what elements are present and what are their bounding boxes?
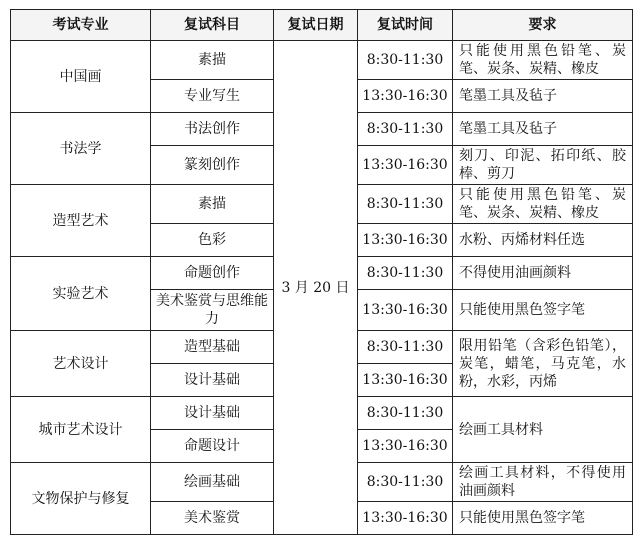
requirement-cell: 限用铅笔（含彩色铅笔），炭笔，蜡笔，马克笔，水粉，水彩，丙烯 bbox=[453, 331, 633, 397]
subject-cell: 绘画基础 bbox=[151, 463, 274, 502]
subject-cell: 美术鉴赏与思维能力 bbox=[151, 290, 274, 331]
requirement-cell: 只能使用黑色签字笔 bbox=[453, 502, 633, 535]
requirement-cell: 笔墨工具及毡子 bbox=[453, 113, 633, 146]
requirement-cell: 只能使用黑色签字笔 bbox=[453, 290, 633, 331]
requirement-cell: 刻刀、印泥、拓印纸、胶棒、剪刀 bbox=[453, 146, 633, 185]
subject-cell: 设计基础 bbox=[151, 397, 274, 430]
requirement-cell: 只能使用黑色铅笔、炭笔、炭条、炭精、橡皮 bbox=[453, 185, 633, 224]
time-cell: 13:30-16:30 bbox=[358, 290, 453, 331]
subject-cell: 篆刻创作 bbox=[151, 146, 274, 185]
time-cell: 8:30-11:30 bbox=[358, 41, 453, 80]
requirement-cell: 绘画工具材料，不得使用油画颜料 bbox=[453, 463, 633, 502]
exam-schedule-table bbox=[10, 9, 633, 535]
header-requirement: 要求 bbox=[453, 10, 633, 41]
subject-cell: 专业写生 bbox=[151, 80, 274, 113]
major-cell: 造型艺术 bbox=[11, 185, 151, 257]
time-cell: 13:30-16:30 bbox=[358, 502, 453, 535]
major-cell: 艺术设计 bbox=[11, 331, 151, 397]
major-cell: 城市艺术设计 bbox=[11, 397, 151, 463]
table-row bbox=[11, 41, 633, 80]
subject-cell: 命题设计 bbox=[151, 430, 274, 463]
time-cell: 13:30-16:30 bbox=[358, 430, 453, 463]
subject-cell: 色彩 bbox=[151, 224, 274, 257]
time-cell: 8:30-11:30 bbox=[358, 463, 453, 502]
requirement-cell: 笔墨工具及毡子 bbox=[453, 80, 633, 113]
time-cell: 8:30-11:30 bbox=[358, 397, 453, 430]
major-cell: 中国画 bbox=[11, 41, 151, 113]
subject-cell: 造型基础 bbox=[151, 331, 274, 364]
major-cell: 书法学 bbox=[11, 113, 151, 185]
header-row bbox=[11, 10, 633, 41]
time-cell: 13:30-16:30 bbox=[358, 80, 453, 113]
time-cell: 8:30-11:30 bbox=[358, 331, 453, 364]
time-cell: 8:30-11:30 bbox=[358, 113, 453, 146]
header-major: 考试专业 bbox=[11, 10, 151, 41]
subject-cell: 素描 bbox=[151, 185, 274, 224]
major-cell: 实验艺术 bbox=[11, 257, 151, 331]
subject-cell: 素描 bbox=[151, 41, 274, 80]
time-cell: 13:30-16:30 bbox=[358, 224, 453, 257]
subject-cell: 命题创作 bbox=[151, 257, 274, 290]
subject-cell: 书法创作 bbox=[151, 113, 274, 146]
date-cell: 3 月 20 日 bbox=[274, 41, 358, 535]
header-subject: 复试科目 bbox=[151, 10, 274, 41]
time-cell: 13:30-16:30 bbox=[358, 146, 453, 185]
requirement-cell: 水粉、丙烯材料任选 bbox=[453, 224, 633, 257]
header-time: 复试时间 bbox=[358, 10, 453, 41]
header-date: 复试日期 bbox=[274, 10, 358, 41]
subject-cell: 设计基础 bbox=[151, 364, 274, 397]
requirement-cell: 只能使用黑色铅笔、炭笔、炭条、炭精、橡皮 bbox=[453, 41, 633, 80]
subject-cell: 美术鉴赏 bbox=[151, 502, 274, 535]
requirement-cell: 不得使用油画颜料 bbox=[453, 257, 633, 290]
time-cell: 13:30-16:30 bbox=[358, 364, 453, 397]
requirement-cell: 绘画工具材料 bbox=[453, 397, 633, 463]
time-cell: 8:30-11:30 bbox=[358, 257, 453, 290]
major-cell: 文物保护与修复 bbox=[11, 463, 151, 535]
time-cell: 8:30-11:30 bbox=[358, 185, 453, 224]
